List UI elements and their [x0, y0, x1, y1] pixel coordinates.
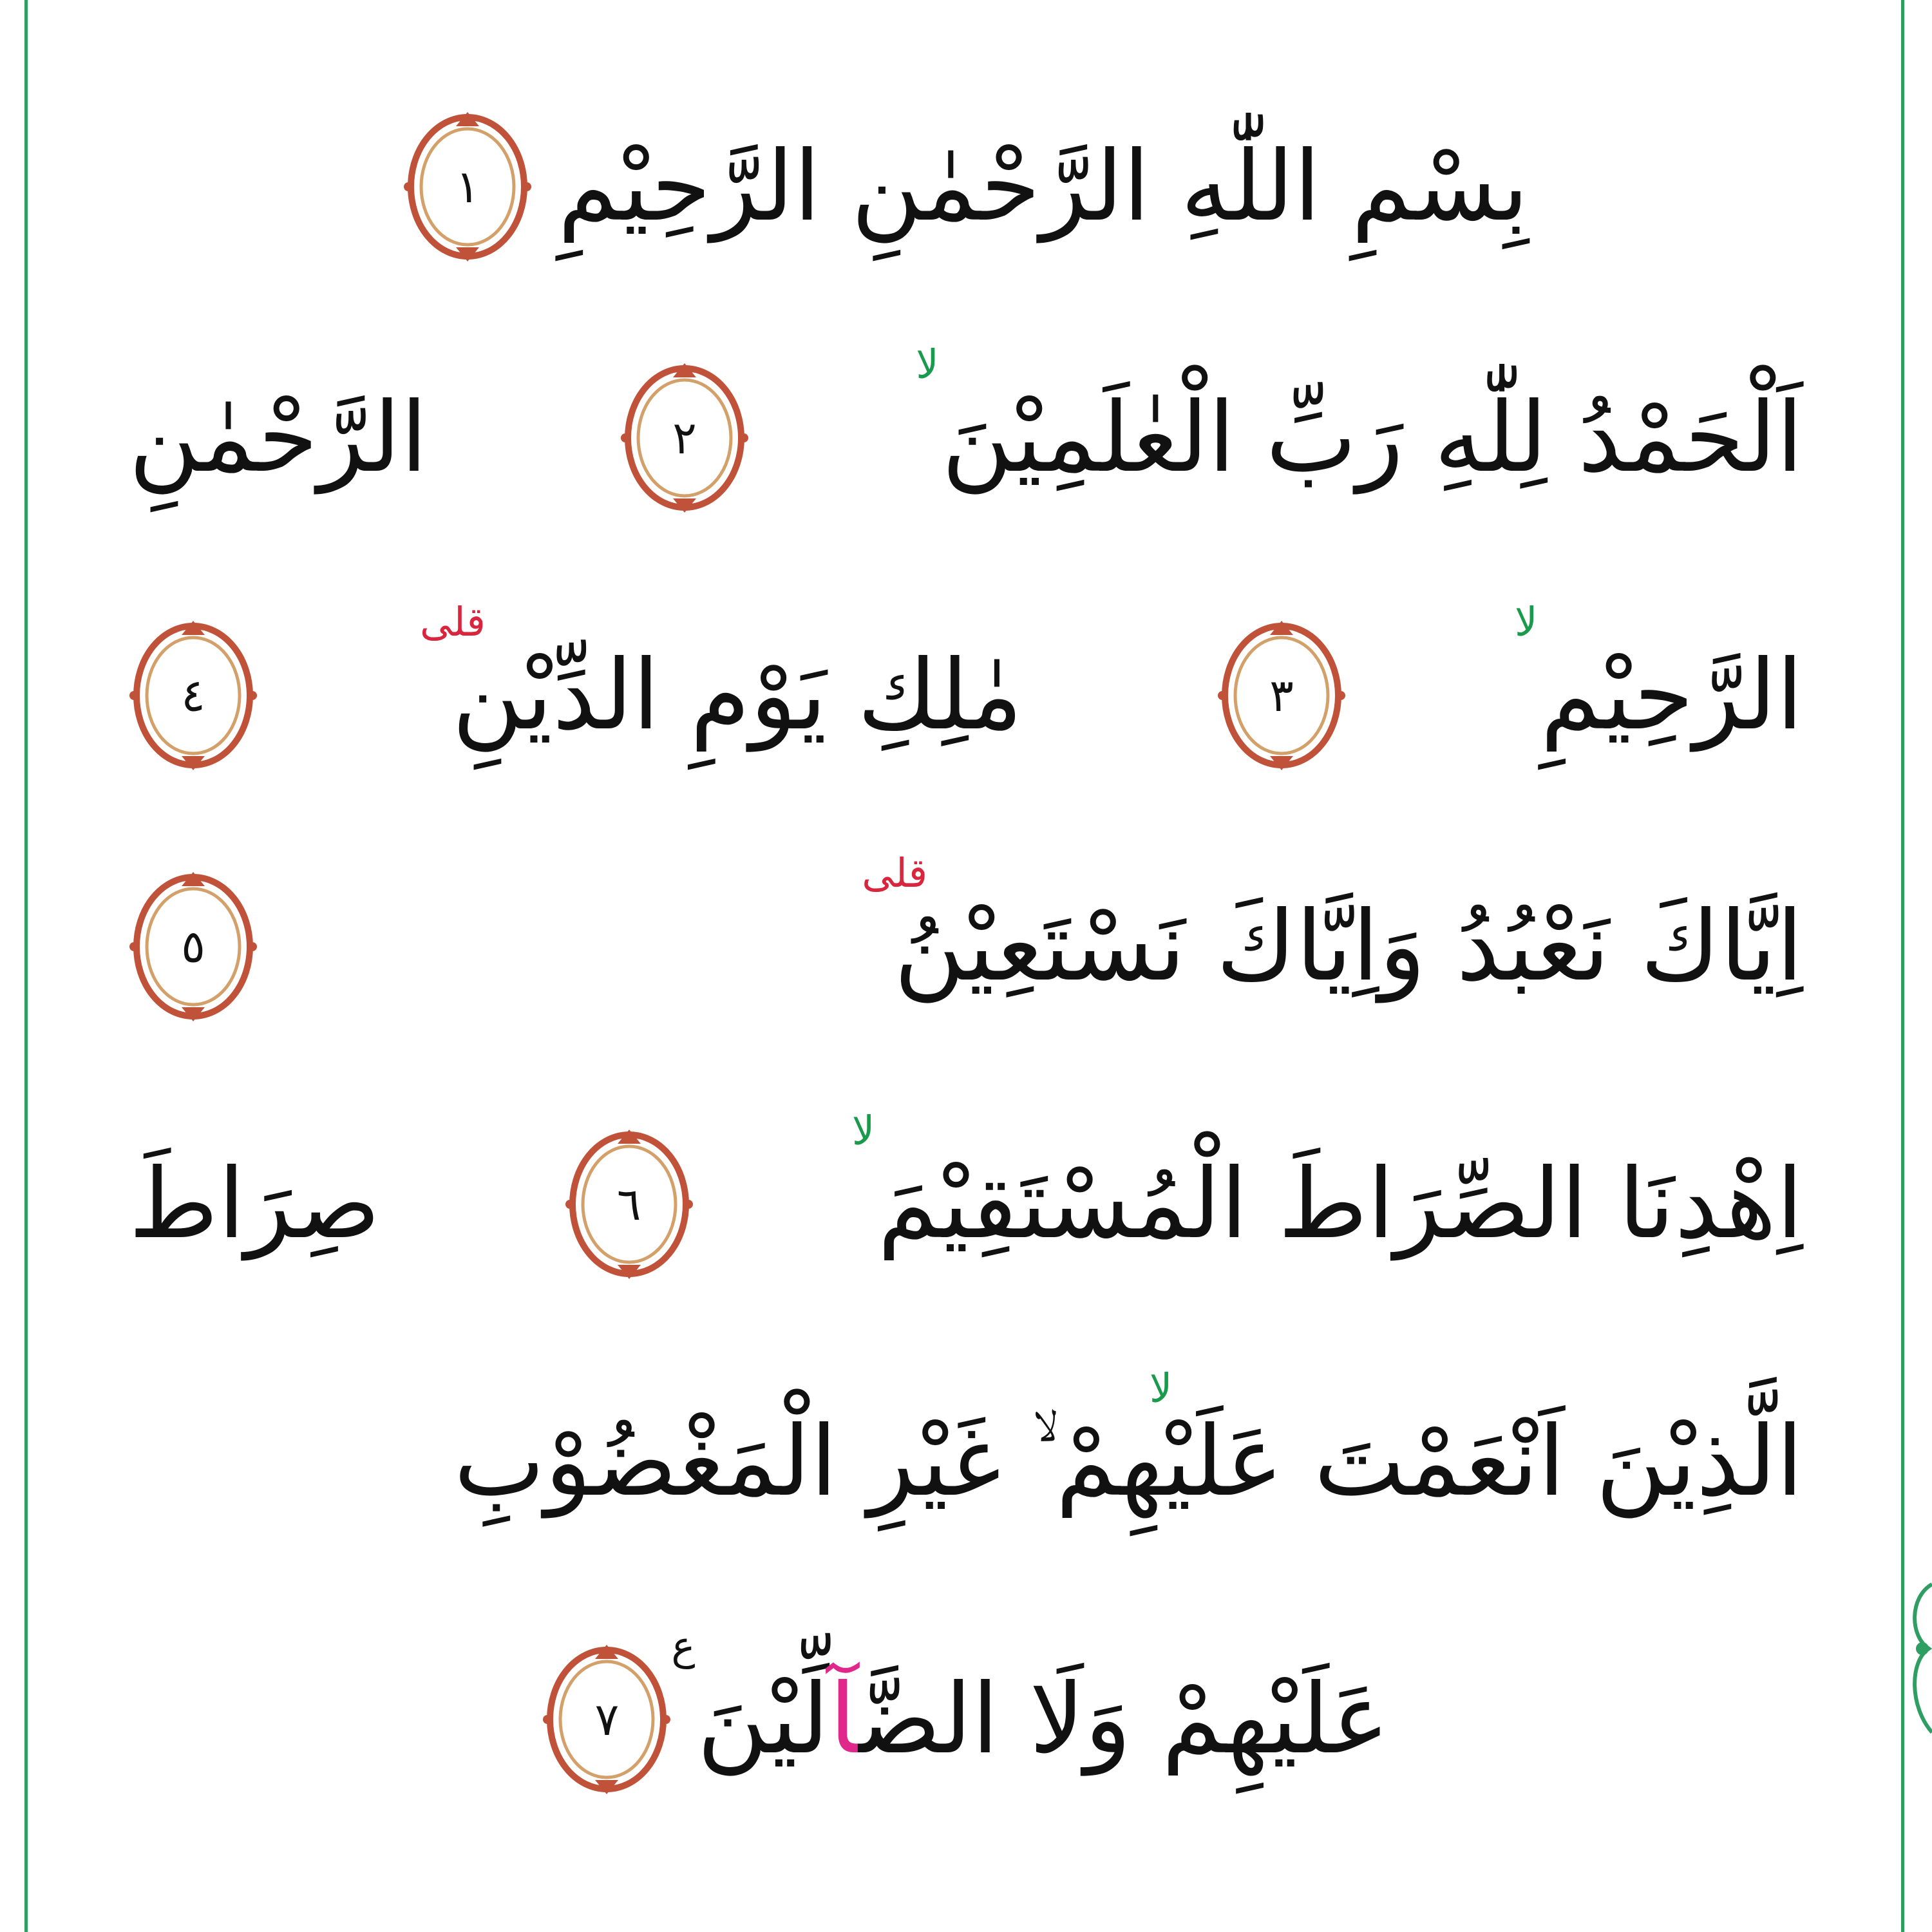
- page-border-left: [24, 0, 28, 1932]
- ayah-number: ٤: [181, 669, 205, 722]
- verse-line-1: [129, 90, 1803, 283]
- verse-text: [851, 1107, 1803, 1260]
- ayah-number: ٢: [672, 412, 697, 464]
- ayah-marker-3: [1217, 618, 1346, 773]
- waqf-mark: قلى: [862, 849, 928, 896]
- verse-line-5: [129, 1108, 1803, 1301]
- verse-text-main: اِيَّاكَ نَعْبُدُ وَاِيَّاكَ نَسْتَعِيْنُ: [894, 891, 1803, 1003]
- verse-text-main: الرَّحِيْمِ: [1540, 639, 1803, 752]
- ayah-marker-5: [129, 869, 258, 1024]
- ruku-mark: ع: [671, 1622, 696, 1669]
- ayah-marker-6: [565, 1127, 694, 1282]
- verse-text-main: مٰلِكِ يَوْمِ الدِّيْنِ: [452, 639, 1023, 752]
- ayah-marker-2: [620, 361, 749, 515]
- ayah-number: ٧: [594, 1693, 620, 1746]
- verse-text: صِرَاطَ: [129, 1148, 381, 1260]
- verse-text: [453, 1365, 1803, 1518]
- verse-text-main: الَّذِيْنَ اَنْعَمْتَ عَلَيْهِمْ ۙ غَيْرِ الْمَغْضُوْبِ: [453, 1406, 1803, 1518]
- waqf-mark: لا: [1149, 1365, 1173, 1412]
- verse-line-3: [129, 599, 1803, 792]
- verse-text: بِسْمِ اللّٰهِ الرَّحْمٰنِ الرَّحِيْمِ: [558, 131, 1529, 243]
- verse-text: [671, 1622, 1390, 1776]
- ayah-number: ٦: [616, 1178, 641, 1231]
- verse-text-main: اَلْحَمْدُ لِلّٰهِ رَبِّ الْعٰلَمِيْنَ: [942, 382, 1803, 494]
- verse-text-main: عَلَيْهِمْ وَلَا الضَّ: [858, 1663, 1390, 1776]
- waqf-mark: لا: [916, 341, 939, 388]
- ayah-number: ٣: [1269, 669, 1294, 722]
- ayah-number: ٥: [181, 920, 205, 973]
- ayah-marker-4: [129, 618, 258, 773]
- ayah-marker-1: [403, 109, 532, 264]
- margin-ornament: [1903, 1578, 1932, 1758]
- ayah-number: ١: [455, 160, 480, 213]
- verse-text-end: لِّيْنَ: [697, 1663, 829, 1776]
- verse-text: [1515, 598, 1803, 752]
- waqf-mark: لا: [851, 1107, 875, 1154]
- verse-line-2: [129, 341, 1803, 535]
- verse-text: [420, 598, 1023, 752]
- verse-text: [916, 341, 1803, 494]
- ayah-marker-7: [542, 1642, 671, 1797]
- waqf-mark: قلى: [420, 598, 486, 645]
- waqf-mark: لا: [1515, 598, 1538, 645]
- madd-highlight: آ: [829, 1663, 859, 1776]
- verse-line-6: [129, 1365, 1803, 1558]
- verse-text: [862, 849, 1803, 1003]
- quran-page: [129, 90, 1803, 1829]
- verse-line-7: [129, 1623, 1803, 1816]
- verse-text-main: اِهْدِنَا الصِّرَاطَ الْمُسْتَقِيْمَ: [877, 1148, 1803, 1260]
- verse-line-4: [129, 850, 1803, 1043]
- verse-text: الرَّحْمٰنِ: [129, 382, 428, 494]
